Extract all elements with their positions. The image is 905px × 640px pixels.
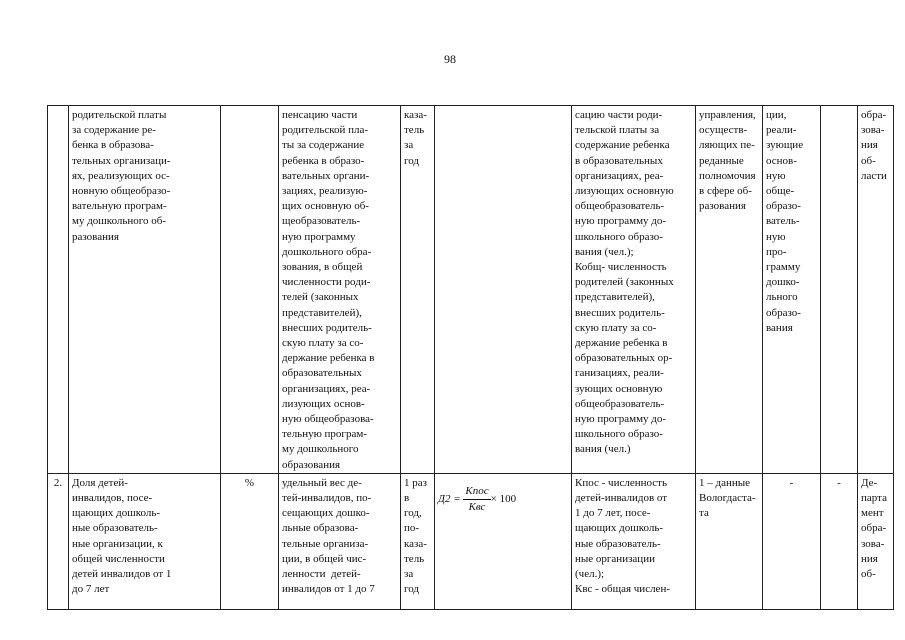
cell-source: 1 – данные Вологдаста- та (696, 473, 763, 609)
cell-variables: Кпос - численность детей-инвалидов от 1 до 7 лет, посе- щающих дошколь- ные образователь- ные организации (чел.); Квс - общая числен- (572, 473, 696, 609)
formula-lhs: Д2 = (438, 493, 461, 506)
cell-number (48, 106, 69, 474)
table-row (48, 106, 894, 474)
cell-source: управления, осуществ- ляющих пе- реданные полномочия в сфере об- разования (696, 106, 763, 474)
formula-numerator: Кпос (463, 484, 490, 500)
table-row (48, 473, 894, 609)
cell-indicator: родительской платы за содержание ре- бенка в образова- тельных организаци- ях, реализующих ос- новную общеобразо- вательную програм- му дошкольного об- разования (69, 106, 221, 474)
cell-unit (221, 106, 279, 474)
page-number: 98 (444, 52, 456, 66)
cell-indicator: Доля детей- инвалидов, посе- щающих дошколь- ные образователь- ные организации, к общей численности детей инвалидов от 1 до 7 лет (69, 473, 221, 609)
cell-variables: сацию части роди- тельской платы за содержание ребенка в образовательных организациях, реа- лизующих основную общеобразователь- ную программу до- школьного образо- вания (чел.); Кобщ- численность родителей (законных представителей), внесших родитель- скую плату за со- держание ребенка в образовательных ор- ганизациях, реали- зующих основную общеобразователь- ную программу до- школьного образо- вания (чел.) (572, 106, 696, 474)
cell-col10: - (821, 473, 858, 609)
cell-period: 1 раз в год, по- каза- тель за год (401, 473, 435, 609)
cell-responsible: обра- зова- ния об- ласти (858, 106, 894, 474)
cell-responsible: Де- парта мент обра- зова- ния об- (858, 473, 894, 609)
cell-period: каза- тель за год (401, 106, 435, 474)
cell-formula (435, 106, 572, 474)
cell-number: 2. (48, 473, 69, 609)
cell-col9: - (763, 473, 821, 609)
formula-denominator: Квс (468, 501, 486, 514)
cell-definition: пенсацию части родительской пла- ты за содержание ребенка в образо- вательных органи- зациях, реализую- щих основную об- щеобразователь- ную программу дошкольного обра- зования, в общей численности роди- телей (законных представителей), внесших родитель- скую плату за со- держание ребенка в образовательных организациях, реа- лизующих основ- ную общеобразова- тельную програм- му дошкольного образования (279, 106, 401, 474)
cell-unit: % (221, 473, 279, 609)
formula-fraction (463, 484, 490, 515)
cell-formula (435, 473, 572, 609)
formula-rhs: × 100 (490, 493, 517, 506)
cell-col10 (821, 106, 858, 474)
cell-definition: удельный вес де- тей-инвалидов, по- сещающих дошко- льные образова- тельные организа- ции, в общей чис- ленности детей- инвалидов от 1 до 7 (279, 473, 401, 609)
indicators-table (47, 105, 894, 610)
cell-col9: ции, реали- зующие основ- ную обще- образо- ватель- ную про- грамму дошко- льного образо- вания (763, 106, 821, 474)
